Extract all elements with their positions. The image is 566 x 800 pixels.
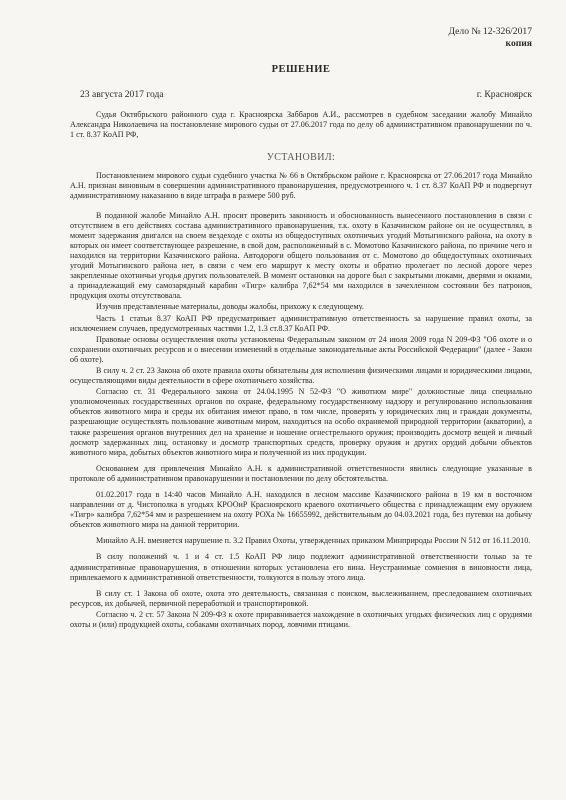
paragraph-1: Постановлением мирового судьи судебного участка № 66 в Октябрьском районе г. Красноярска от 27.06.2017 года Минайло А.Н. признан виновным в совершении административного правонарушения, предусмотренного ч. 1 ст. 8.37 КоАП РФ и подвергнут административному наказанию в виде штрафа в размере 500 руб.: [70, 171, 532, 201]
paragraph-3: Изучив представленные материалы, доводы жалобы, прихожу к следующему.: [96, 302, 364, 312]
paragraph-4: Часть 1 статьи 8.37 КоАП РФ предусматривает административную ответственность за нарушение правил охоты, за исключением случаев, предусмотренных частями 1.2, 1.3 ст.8.37 КоАП РФ.: [70, 313, 532, 333]
copy-label: копия: [505, 38, 532, 49]
paragraph-8: Основанием для привлечения Минайло А.Н. к административной ответственности явились следующие указанные в протоколе об административном правонарушении и постановлении по делу обстоятельства.: [70, 463, 532, 483]
decision-date: 23 августа 2017 года: [80, 89, 164, 100]
intro-paragraph: Судья Октябрьского районного суда г. Красноярска Заббаров А.И., рассмотрев в судебном заседании жалобу Минайло Александра Николаевича на постановление мирового судьи от 27.06.2017 года по делу об административном правонарушении по ч. 1 ст. 8.37 КоАП РФ,: [70, 110, 532, 140]
paragraph-10: Минайло А.Н. вменяется нарушение п. 3.2 Правил Охоты, утвержденных приказом Минприроды России N 512 от 16.11.2010.: [96, 536, 531, 546]
decision-city: г. Красноярск: [476, 89, 532, 100]
paragraph-2: В поданной жалобе Минайло А.Н. просит проверить законность и обоснованность вынесенного постановления в связи с отсутствием в его действиях состава административного правонарушения, т.к. охоту в Казачинском районе он не осуществлял, в момент задержания двигался на своем вездеходе с охоты из общедоступных охотничьих угодий Мотыгинского района, на охоту в которых он имеет соответствующее разрешение, в свой дом, расположенный в с. Момотово Казачинского района, по причине чего и находился на территории Казачинского района. Автодороги общего пользования от с. Момотово до общедоступных охотничьих угодий Мотыгинского района нет, в связи с чем его маршрут к месту охоты и обратно пролегает по лесной дороге через закрепленные охотничьи угодья других пользователей. В момент остановки на дороге был с закрытыми люками, дверями и окнами, а принадлежащий ему самозарядный карабин «Тигр» калибра 7,62*54 мм находился в зачехленном состоянии без патронов, продукция охоты отсутствовала.: [70, 210, 532, 301]
case-number: Дело № 12-326/2017: [448, 26, 532, 37]
paragraph-6: В силу ч. 2 ст. 23 Закона об охоте правила охоты обязательны для исполнения физическими лицами и юридическими лицами, осуществляющими виды деятельности в сфере охотничьего хозяйства.: [70, 365, 532, 386]
paragraph-11: В силу положений ч. 1 и 4 ст. 1.5 КоАП РФ лицо подлежит административной ответственности только за те административные правонарушения, в отношении которых установлена его вина. Неустранимые сомнения в виновности лица, привлекаемого к административной ответственности, толкуются в пользу этого лица.: [70, 552, 532, 582]
paragraph-9: 01.02.2017 года в 14:40 часов Минайло А.Н. находился в лесном массиве Казачинского района в 19 км в восточном направлении от д. Чистополка в угодьях КРООиР Красноярского краевого охотничьего общества с принадлежащим ему оружием «Тигр» калибра 7,62*54 мм и разрешением на охоту РОХа № 16655992, действительным до 04.03.2021 года, без путевки на добычу объектов животного мира на данной территории.: [70, 490, 532, 530]
date-place-row: [70, 89, 532, 100]
paragraph-12: В силу ст. 1 Закона об охоте, охота это деятельность, связанная с поиском, выслеживанием, преследованием охотничьих ресурсов, их добычей, первичной переработкой и транспортировкой.: [70, 588, 532, 608]
case-header: [70, 26, 532, 50]
document-title: РЕШЕНИЕ: [271, 64, 331, 75]
section-heading-established: УСТАНОВИЛ:: [266, 152, 336, 164]
paragraph-13: Согласно ч. 2 ст. 57 Закона N 209-ФЗ к охоте приравнивается нахождение в охотничьих угодьях физических лиц с орудиями охоты и (или) продукцией охоты, собаками охотничьих пород, ловчими птицами.: [70, 609, 532, 630]
paragraph-5: Правовые основы осуществления охоты установлены Федеральным законом от 24 июля 2009 года N 209-ФЗ "Об охоте и о сохранении охотничьих ресурсов и о внесении изменений в отдельные законодательные акты Российской Федерации" (далее - Закон об охоте).: [70, 334, 532, 364]
paragraph-7: Согласно ст. 31 Федерального закона от 24.04.1995 N 52-ФЗ "О животном мире" должностные лица специально уполномоченных государственных органов по охране, федеральному государственному надзору и регулированию использования объектов животного мира и среды их обитания имеют право, в том числе, проверять у юридических лиц и граждан документы, разрешающие осуществлять пользование животным миром, находиться на особо охраняемой природной территории (акватории), а также разрешения органов внутренних дел на хранение и ношение огнестрельного оружия; производить досмотр вещей и личный досмотр задержанных лиц, остановку и досмотр транспортных средств, проверку оружия и других орудий добычи объектов животного мира, добытых объектов животного мира и полученной из них продукции.: [70, 387, 532, 457]
